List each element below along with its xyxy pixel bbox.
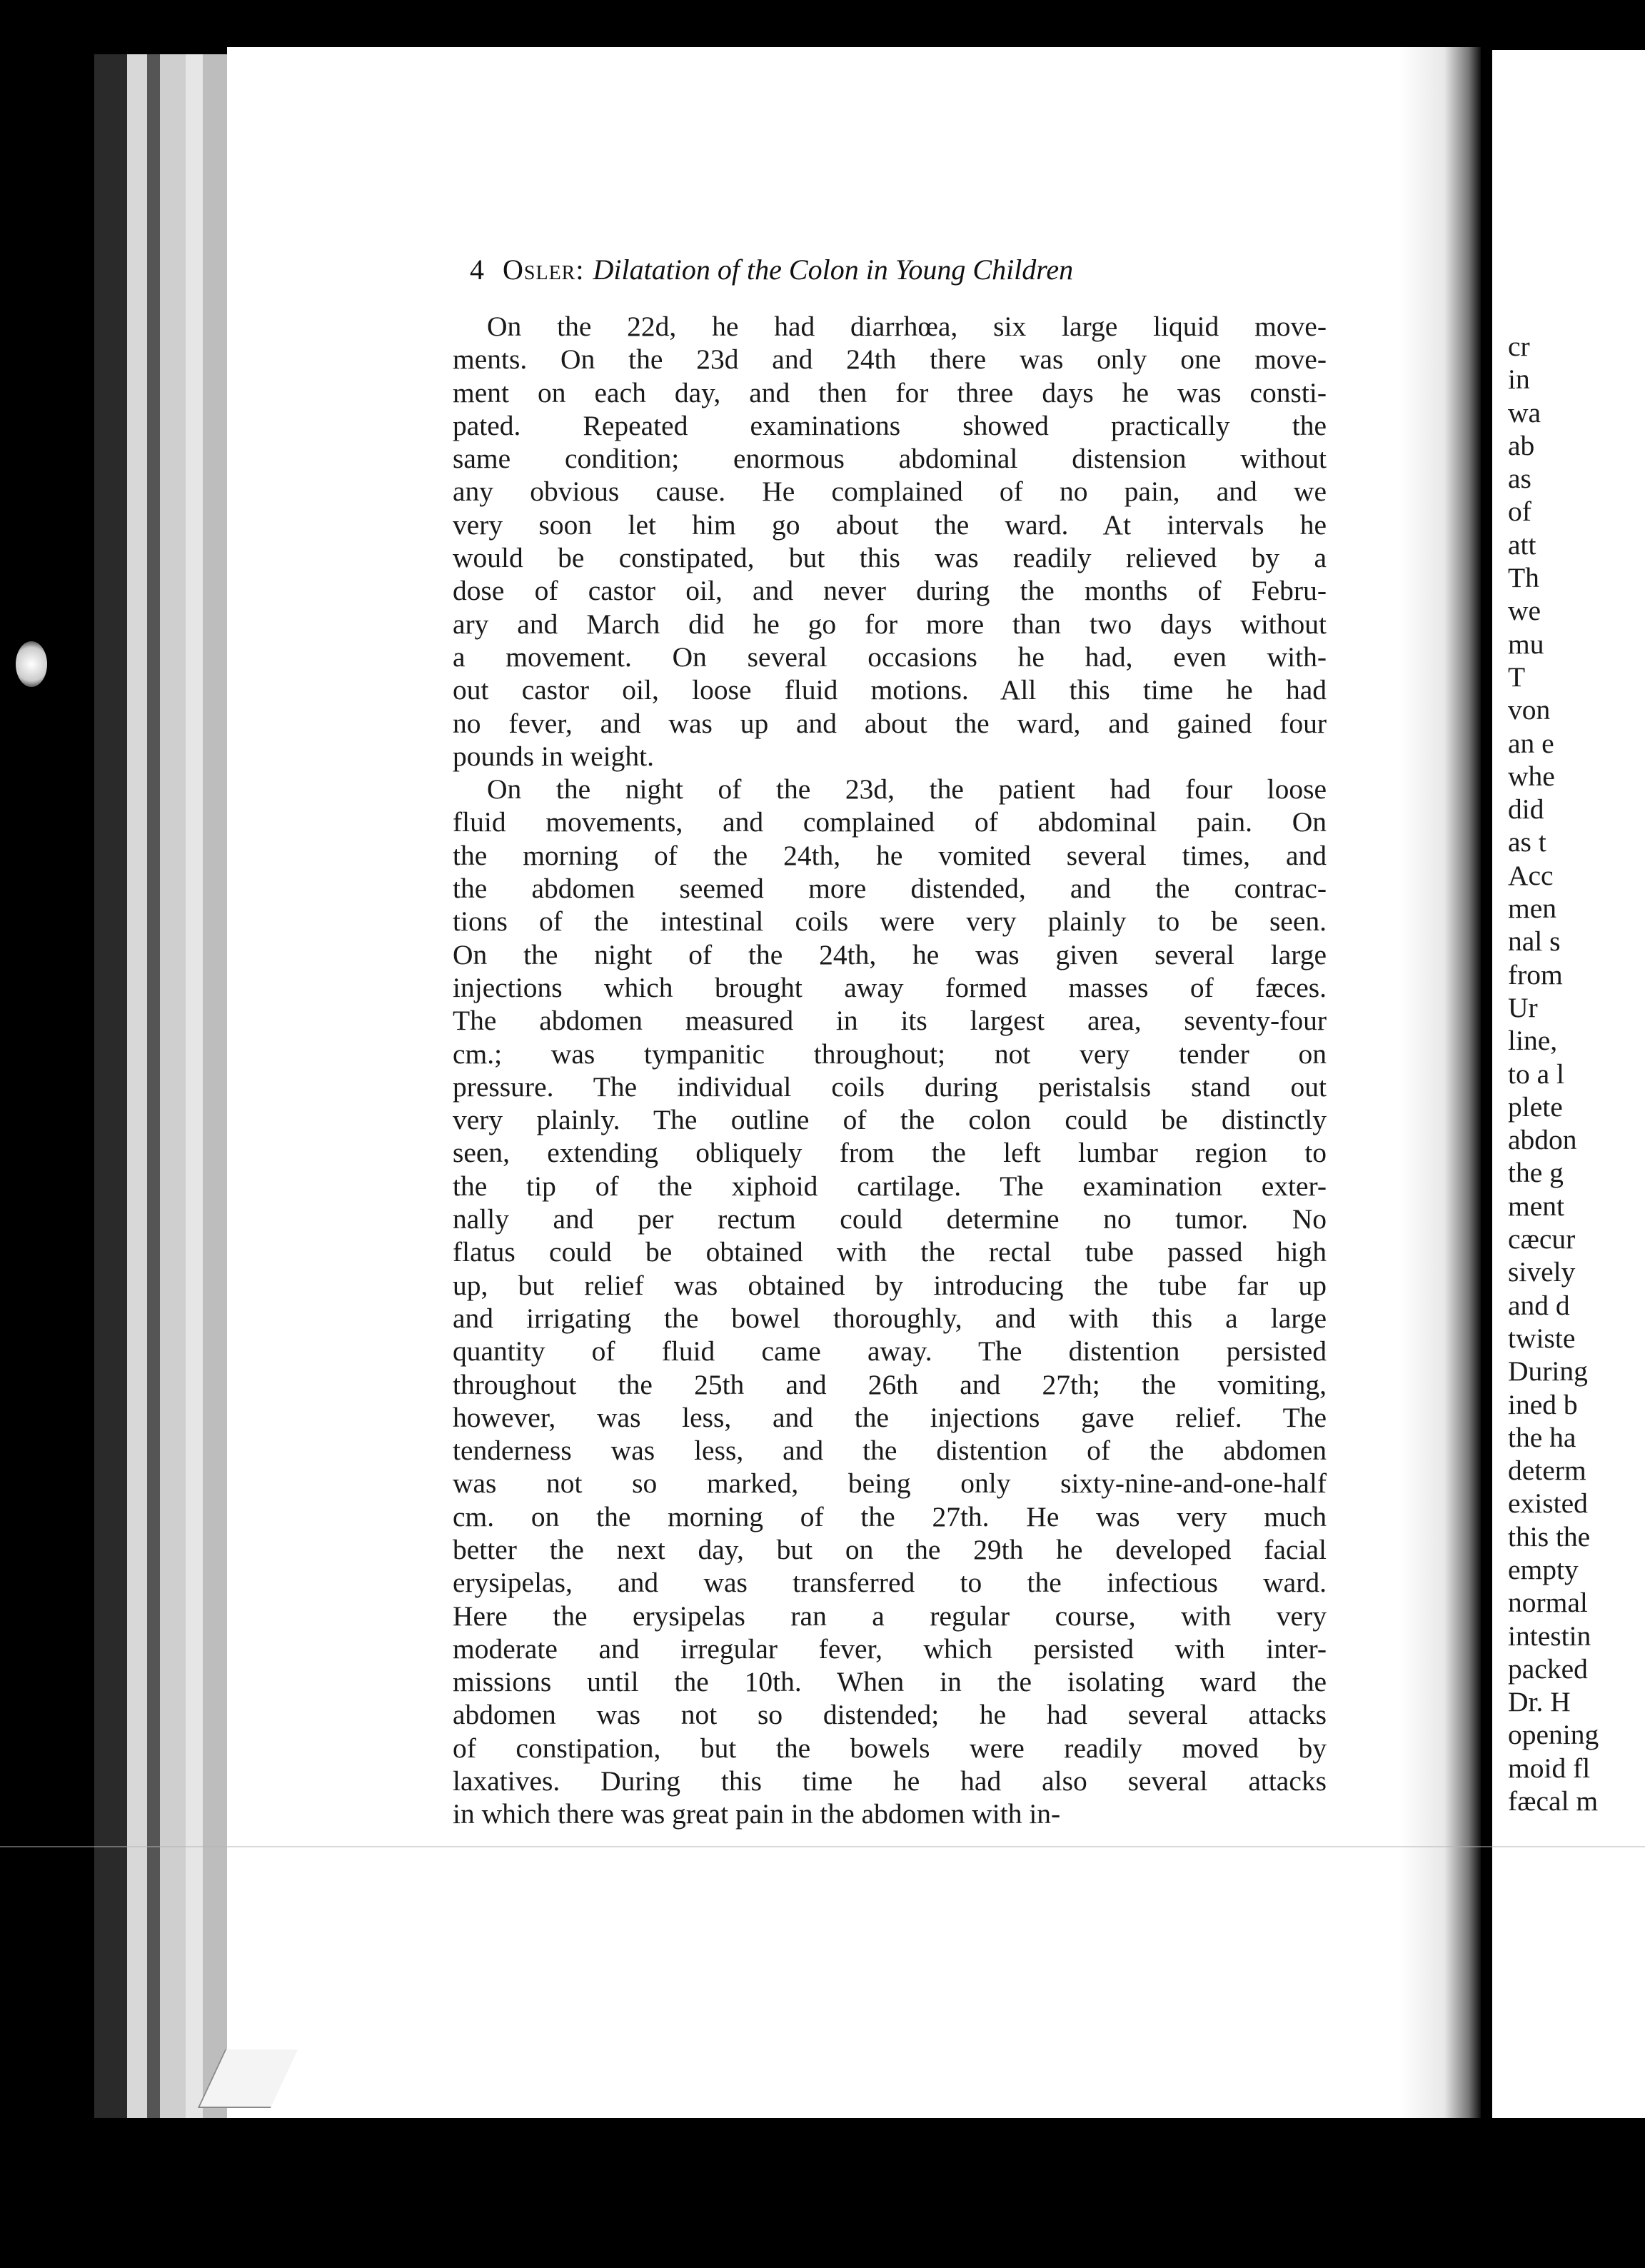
text-line: cm.; was tympanitic throughout; not very tender on (453, 1038, 1327, 1070)
facing-page-line: this the (1508, 1520, 1591, 1552)
page-edge-stack (160, 54, 186, 2118)
text-line: On the night of the 23d, the patient had four loose (487, 773, 1327, 806)
text-line: abdomen was not so distended; he had several attacks (453, 1699, 1327, 1731)
facing-page-line: did (1508, 793, 1544, 826)
text-line: moderate and irregular fever, which persisted with inter- (453, 1632, 1327, 1665)
facing-page-line: During (1508, 1355, 1588, 1388)
text-line: same condition; enormous abdominal distension without (453, 443, 1327, 475)
facing-page-line: abdon (1508, 1124, 1577, 1156)
facing-page-text (1508, 330, 1645, 1817)
facing-page-line: T (1508, 661, 1526, 693)
facing-page-line: of (1508, 496, 1531, 528)
text-line: cm. on the morning of the 27th. He was very much (453, 1500, 1327, 1532)
page-edge-stack (94, 54, 127, 2118)
text-line: however, was less, and the injections gave relief. The (453, 1401, 1327, 1433)
page-edge-stack (203, 54, 227, 2118)
text-line: Here the erysipelas ran a regular course, with very (453, 1600, 1327, 1632)
body-text (453, 310, 1327, 1831)
text-line: fluid movements, and complained of abdominal pain. On (453, 806, 1327, 838)
facing-page-line: normal (1508, 1587, 1588, 1619)
facing-page-line: Acc (1508, 859, 1554, 891)
facing-page-line: mu (1508, 628, 1544, 660)
facing-page-line: Th (1508, 562, 1539, 594)
page-edge-stack (147, 54, 160, 2118)
text-line: was not so marked, being only sixty-nine-and-one-half (453, 1467, 1327, 1500)
text-line: ments. On the 23d and 24th there was only one move- (453, 343, 1327, 376)
facing-page-line: the ha (1508, 1421, 1576, 1453)
text-line: of constipation, but the bowels were readily moved by (453, 1732, 1327, 1764)
page-number: 4 (470, 254, 484, 286)
text-line: the morning of the 24th, he vomited several times, and (453, 839, 1327, 871)
text-line: and irrigating the bowel thoroughly, and with this a large (453, 1302, 1327, 1334)
facing-page-line: sively (1508, 1256, 1576, 1288)
text-line: very plainly. The outline of the colon could be distinctly (453, 1104, 1327, 1136)
facing-page-line: twiste (1508, 1322, 1576, 1354)
facing-page-line: empty (1508, 1553, 1579, 1585)
facing-page-line: men (1508, 893, 1557, 925)
facing-page-line: line, (1508, 1025, 1558, 1057)
text-line: On the 22d, he had diarrhœa, six large liquid move- (487, 311, 1327, 342)
text-line: missions until the 10th. When in the isolating ward the (453, 1666, 1327, 1698)
text-line: no fever, and was up and about the ward, and gained four (453, 707, 1327, 739)
text-line: ary and March did he go for more than two days without (453, 608, 1327, 640)
facing-page-line: att (1508, 528, 1536, 561)
running-head-author: Osler: (503, 254, 585, 286)
text-line: pated. Repeated examinations showed practically the (453, 409, 1327, 441)
facing-page-line: ment (1508, 1190, 1564, 1222)
text-line: throughout the 25th and 26th and 27th; the vomiting, (453, 1368, 1327, 1400)
text-line: tions of the intestinal coils were very plainly to be seen. (453, 905, 1327, 938)
text-line: pressure. The individual coils during peristalsis stand out (453, 1070, 1327, 1103)
facing-page-line: opening (1508, 1719, 1599, 1751)
text-line: out castor oil, loose fluid motions. All this time he had (453, 674, 1327, 706)
facing-page-line: the g (1508, 1157, 1564, 1189)
facing-page-line: cr (1508, 331, 1530, 362)
text-line: quantity of fluid came away. The distention persisted (453, 1335, 1327, 1368)
text-line: would be constipated, but this was readily relieved by a (453, 542, 1327, 574)
facing-page-line: as t (1508, 826, 1546, 858)
text-line: very soon let him go about the ward. At intervals he (453, 508, 1327, 541)
text-line: nally and per rectum could determine no tumor. No (453, 1203, 1327, 1235)
text-line: dose of castor oil, and never during the months of Febru- (453, 575, 1327, 607)
book-gutter-shadow (1399, 47, 1481, 2118)
facing-page-line: an e (1508, 727, 1554, 759)
scan-smudge (16, 641, 47, 687)
text-line: better the next day, but on the 29th he developed facial (453, 1533, 1327, 1565)
facing-page-line: to a l (1508, 1058, 1564, 1090)
text-line: in which there was great pain in the abdomen with in- (453, 1798, 1061, 1830)
text-line: injections which brought away formed masses of fæces. (453, 971, 1327, 1003)
facing-page-line: existed (1508, 1487, 1588, 1520)
facing-page-line: ined b (1508, 1388, 1578, 1420)
facing-page-line: cæcur (1508, 1223, 1576, 1255)
text-line: tenderness was less, and the distention of the abdomen (453, 1435, 1327, 1467)
facing-page-line: packed (1508, 1652, 1588, 1685)
text-line: ment on each day, and then for three days he was consti- (453, 376, 1327, 408)
text-line: laxatives. During this time he had also several attacks (453, 1765, 1327, 1797)
text-line: a movement. On several occasions he had, even with- (453, 641, 1327, 673)
text-line: the tip of the xiphoid cartilage. The examination exter- (453, 1170, 1327, 1202)
text-line: seen, extending obliquely from the left lumbar region to (453, 1137, 1327, 1169)
text-line: flatus could be obtained with the rectal tube passed high (453, 1236, 1327, 1268)
running-head-title: Dilatation of the Colon in Young Children (593, 254, 1074, 286)
text-line: the abdomen seemed more distended, and the contrac- (453, 873, 1327, 905)
text-line: The abdomen measured in its largest area, seventy-four (453, 1005, 1327, 1037)
facing-page-line: von (1508, 694, 1551, 726)
page-edge-stack (186, 54, 203, 2118)
facing-page-line: moid fl (1508, 1752, 1591, 1784)
facing-page-line: ab (1508, 429, 1535, 461)
facing-page-line: and d (1508, 1289, 1570, 1321)
page-edge-stack (127, 54, 147, 2118)
facing-page-line: as (1508, 463, 1531, 495)
facing-page-line: nal s (1508, 925, 1561, 958)
facing-page-line: whe (1508, 760, 1555, 792)
scan-line-artifact (0, 1846, 1645, 1847)
facing-page-line: plete (1508, 1090, 1563, 1123)
running-head (470, 250, 1269, 290)
facing-page-line: Dr. H (1508, 1686, 1571, 1718)
facing-page-line: from (1508, 958, 1563, 990)
text-line: erysipelas, and was transferred to the infectious ward. (453, 1567, 1327, 1599)
text-line: any obvious cause. He complained of no pain, and we (453, 476, 1327, 508)
facing-page-line: in (1508, 363, 1530, 396)
facing-page-line: we (1508, 595, 1541, 627)
text-line: On the night of the 24th, he was given several large (453, 938, 1327, 970)
facing-page-line: Ur (1508, 991, 1538, 1023)
text-line: up, but relief was obtained by introducing the tube far up (453, 1269, 1327, 1301)
facing-page-line: wa (1508, 396, 1541, 428)
text-line: pounds in weight. (453, 740, 654, 772)
facing-page-line: fæcal m (1508, 1785, 1599, 1817)
facing-page-line: determ (1508, 1455, 1586, 1487)
facing-page-line: intestin (1508, 1620, 1591, 1652)
